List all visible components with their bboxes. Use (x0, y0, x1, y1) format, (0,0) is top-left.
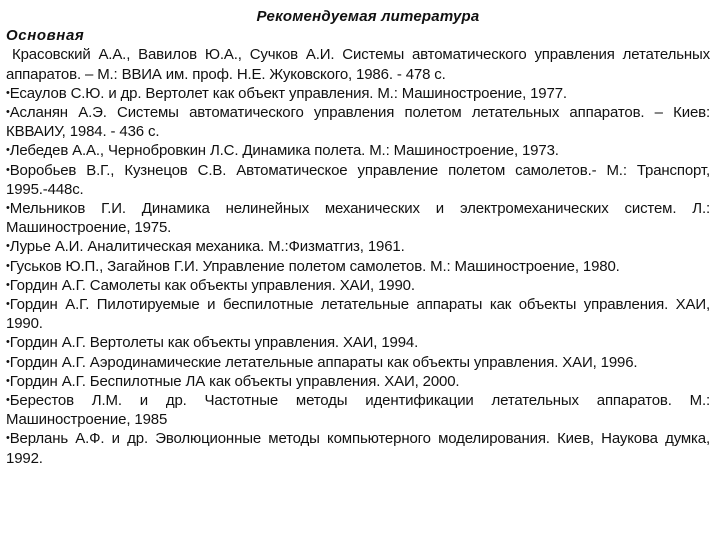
reference-text: Берестов Л.М. и др. Частотные методы идентификации летательных аппаратов. М.: Машиностроение, 1985 (6, 392, 710, 429)
reference-item (6, 257, 710, 276)
bullet-icon: • (6, 163, 10, 176)
reference-item (6, 372, 710, 391)
bullet-icon: • (6, 144, 10, 157)
reference-text: Есаулов С.Ю. и др. Вертолет как объект управления. М.: Машиностроение, 1977. (9, 84, 567, 102)
bullet-icon: • (6, 278, 10, 291)
reference-item (6, 161, 710, 199)
reference-text: Красовский А.А., Вавилов Ю.А., Сучков А.И. Системы автоматического управления летательных аппаратов. – М.: ВВИА им. проф. Н.Е. Жуковского, 1986. - 478 с. (6, 46, 710, 83)
bullet-icon: • (6, 298, 10, 311)
reference-item (6, 103, 710, 141)
reference-text: Гордин А.Г. Пилотируемые и беспилотные летательные аппараты как объекты управления. ХАИ, 1990. (6, 296, 710, 333)
bullet-icon: • (6, 86, 10, 99)
bullet-icon: • (6, 106, 10, 119)
reference-text: Мельников Г.И. Динамика нелинейных механических и электромеханических систем. Л.: Машиностроение, 1975. (6, 200, 710, 237)
reference-text: Лурье А.И. Аналитическая механика. М.:Физматгиз, 1961. (9, 238, 405, 256)
document-page (6, 7, 710, 468)
bullet-icon: • (6, 432, 10, 445)
reference-text: Воробьев В.Г., Кузнецов С.В. Автоматическое управление полетом самолетов.- М.: Транспорт, 1995.-448с. (6, 161, 710, 198)
reference-text: Гуськов Ю.П., Загайнов Г.И. Управление полетом самолетов. М.: Машиностроение, 1980. (9, 257, 620, 275)
reference-text: Верлань А.Ф. и др. Эволюционные методы компьютерного моделирования. Киев, Наукова думка, 1992. (6, 430, 710, 467)
bullet-icon: • (6, 336, 10, 349)
bullet-icon: • (6, 240, 10, 253)
reference-text: Гордин А.Г. Самолеты как объекты управления. ХАИ, 1990. (9, 276, 415, 294)
bullet-icon: • (6, 259, 10, 272)
reference-text: Лебедев А.А., Чернобровкин Л.С. Динамика полета. М.: Машиностроение, 1973. (9, 142, 559, 160)
reference-item (6, 141, 710, 160)
reference-item (6, 333, 710, 352)
reference-list (6, 45, 710, 467)
bullet-icon: • (6, 355, 10, 368)
reference-item (6, 429, 710, 467)
reference-text: Гордин А.Г. Беспилотные ЛА как объекты управления. ХАИ, 2000. (9, 372, 460, 390)
section-heading: Основная (6, 27, 85, 45)
reference-item (6, 295, 710, 333)
reference-item (6, 237, 710, 256)
reference-text: Гордин А.Г. Вертолеты как объекты управления. ХАИ, 1994. (9, 334, 419, 352)
reference-text: Гордин А.Г. Аэродинамические летательные аппараты как объекты управления. ХАИ, 1996. (9, 353, 638, 371)
document-title: Рекомендуемая литература (256, 8, 480, 25)
reference-item (6, 45, 710, 83)
reference-item (6, 84, 710, 103)
reference-text: Асланян А.Э. Системы автоматического управления полетом летательных аппаратов. – Киев: КВВАИУ, 1984. - 436 с. (6, 104, 710, 141)
bullet-icon: • (6, 202, 10, 215)
bullet-icon: • (6, 394, 10, 407)
reference-item (6, 353, 710, 372)
reference-item (6, 199, 710, 237)
reference-item (6, 391, 710, 429)
bullet-icon: • (6, 374, 10, 387)
reference-item (6, 276, 710, 295)
